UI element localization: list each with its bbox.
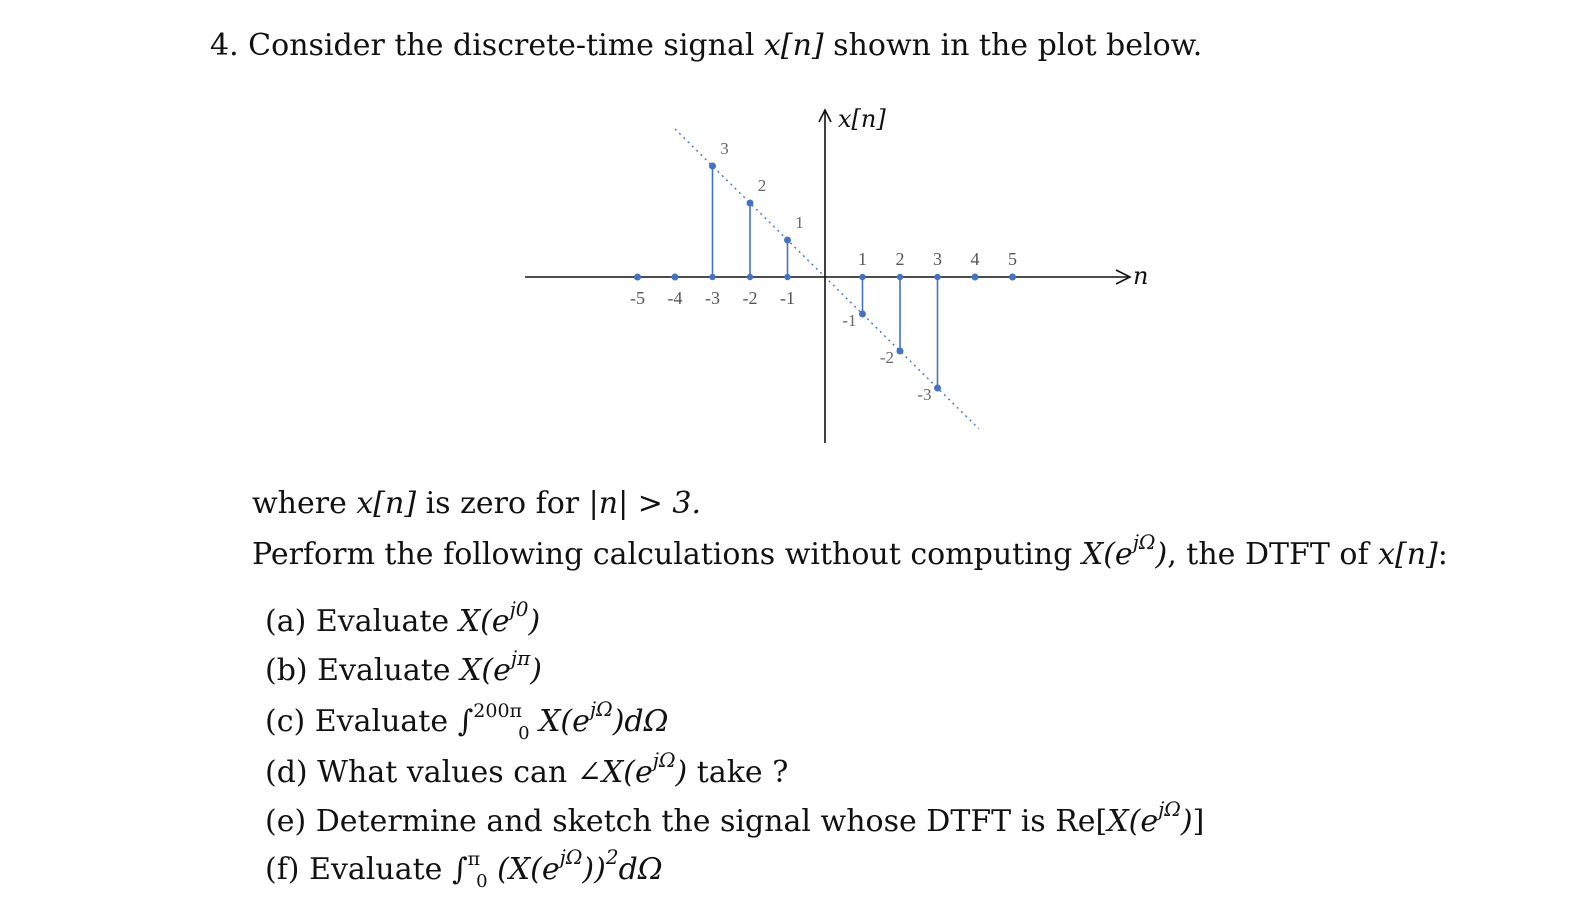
dtft-expr: $X(e^{j\Omega})$ bbox=[1081, 530, 1168, 572]
perform-signal: x[n] bbox=[1378, 537, 1438, 572]
stem-point bbox=[897, 348, 904, 355]
tick-label: -4 bbox=[667, 288, 683, 308]
stem-point bbox=[634, 274, 641, 281]
condition-prefix: where bbox=[252, 486, 357, 521]
tick-label: 1 bbox=[858, 249, 867, 269]
part-c-label: (c) bbox=[265, 704, 306, 739]
value-label: -1 bbox=[842, 311, 857, 330]
part-a bbox=[265, 597, 541, 640]
stem-base bbox=[709, 274, 715, 280]
part-b-label: (b) bbox=[265, 653, 308, 688]
part-f bbox=[265, 845, 663, 892]
tick-label: 4 bbox=[970, 249, 980, 269]
stem-point bbox=[709, 163, 716, 170]
stem-base bbox=[859, 274, 865, 280]
integral-upper: 200π bbox=[473, 700, 523, 722]
perform-text-c: : bbox=[1437, 537, 1448, 572]
part-b-text: Evaluate bbox=[317, 653, 461, 688]
part-a-text: Evaluate bbox=[315, 604, 459, 639]
stem-point bbox=[1009, 274, 1016, 281]
part-b-math: $X(e^{j\pi})$ bbox=[460, 646, 542, 688]
part-a-math: $X(e^{j0})$ bbox=[458, 597, 541, 639]
condition-abs: |n| > 3. bbox=[588, 486, 702, 521]
perform-text-a: Perform the following calculations without computing bbox=[252, 537, 1082, 572]
tick-label: -5 bbox=[630, 288, 645, 308]
part-d-math: $\angle X(e^{j\Omega})$ bbox=[576, 748, 688, 790]
condition-signal: x[n] bbox=[356, 486, 417, 521]
tick-label: -3 bbox=[705, 288, 720, 308]
stem-plot bbox=[520, 100, 1160, 450]
trend-line bbox=[675, 129, 979, 429]
integral-lower-f: 0 bbox=[476, 871, 488, 892]
stem-base bbox=[897, 274, 903, 280]
value-label: -3 bbox=[917, 385, 932, 404]
value-label: 1 bbox=[795, 213, 804, 232]
integral-sign-f: ∫ bbox=[451, 852, 468, 887]
stem-base bbox=[747, 274, 753, 280]
part-c bbox=[265, 697, 669, 744]
part-d-label: (d) bbox=[265, 755, 308, 790]
part-c-math: $X(e^{j\Omega})d\Omega$ bbox=[539, 697, 669, 739]
perform-line bbox=[252, 530, 1448, 573]
part-f-text: Evaluate bbox=[309, 852, 452, 887]
part-f-label: (f) bbox=[265, 852, 300, 887]
part-e-label: (e) bbox=[265, 804, 307, 839]
part-a-label: (a) bbox=[265, 604, 307, 639]
tick-label: -2 bbox=[742, 288, 758, 308]
integral-lower: 0 bbox=[518, 723, 530, 744]
condition-line bbox=[252, 486, 701, 522]
stem-point bbox=[747, 200, 754, 207]
signal-name: x[n] bbox=[763, 28, 824, 63]
part-f-math: $(X(e^{j\Omega}))^2d\Omega$ bbox=[497, 845, 663, 887]
integral-upper-f: π bbox=[467, 848, 481, 870]
condition-mid: is zero for bbox=[416, 486, 589, 521]
stem-point bbox=[859, 311, 866, 318]
part-d bbox=[265, 748, 789, 791]
stem-base bbox=[934, 274, 940, 280]
x-axis-label: n bbox=[1133, 262, 1149, 290]
stem-point bbox=[934, 385, 941, 392]
part-c-text: Evaluate bbox=[314, 704, 458, 739]
part-e-text: Determine and sketch the signal whose DTFT is Re[ bbox=[315, 804, 1108, 839]
problem-number: 4. bbox=[210, 28, 239, 63]
tick-label: 5 bbox=[1008, 249, 1017, 269]
integral-sign: ∫ bbox=[457, 704, 474, 739]
part-e: (e) Determine and sketch the signal whose DTFT is $Re[X(e^{j\Omega})]$ bbox=[265, 797, 1205, 839]
problem-intro-b: shown in the plot below. bbox=[823, 28, 1203, 63]
value-label: 2 bbox=[757, 176, 767, 195]
stem-base bbox=[784, 274, 790, 280]
part-b bbox=[265, 646, 542, 689]
value-label: -2 bbox=[879, 348, 894, 367]
value-label: 3 bbox=[720, 139, 729, 158]
part-d-tail: take ? bbox=[687, 755, 789, 790]
tick-label: 2 bbox=[895, 249, 905, 269]
problem-intro-a: Consider the discrete-time signal bbox=[248, 28, 764, 63]
stem-point bbox=[972, 274, 979, 281]
stem-point bbox=[784, 237, 791, 244]
y-axis-label: x[n] bbox=[838, 105, 886, 133]
tick-label: 3 bbox=[933, 249, 942, 269]
stem-point bbox=[672, 274, 679, 281]
part-e-math: $X(e^{j\Omega})$ bbox=[1107, 797, 1193, 839]
problem-statement bbox=[210, 28, 1202, 64]
part-d-text: What values can bbox=[317, 755, 577, 790]
tick-label: -1 bbox=[780, 288, 795, 308]
perform-text-b: , the DTFT of bbox=[1167, 537, 1379, 572]
